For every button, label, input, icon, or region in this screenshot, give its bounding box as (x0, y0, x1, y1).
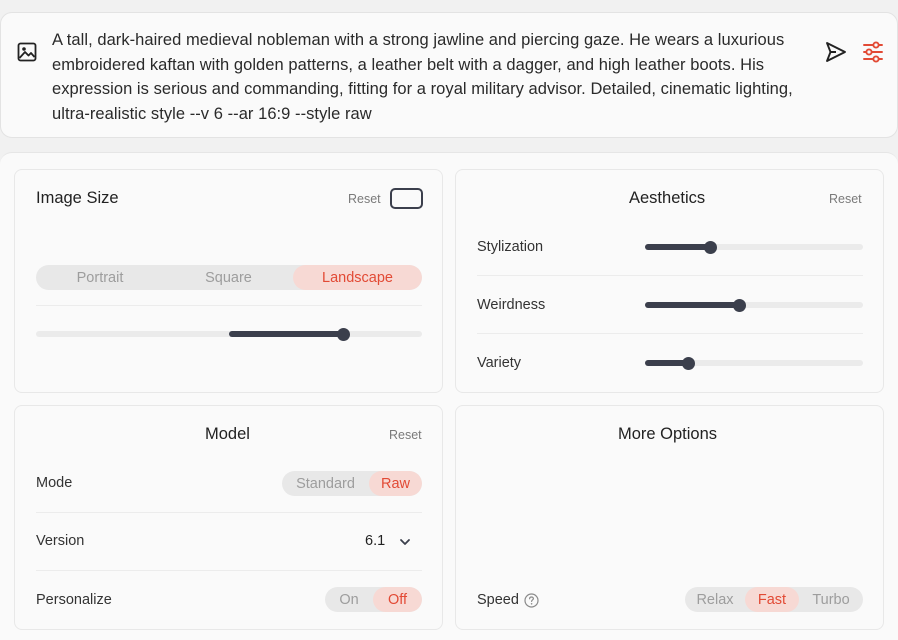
divider (477, 275, 863, 276)
personalize-label: Personalize (36, 592, 112, 608)
send-icon[interactable] (824, 40, 848, 64)
speed-fast[interactable]: Fast (745, 587, 799, 612)
speed-label: Speed (477, 592, 519, 608)
more-options-card (455, 405, 884, 630)
variety-label: Variety (477, 355, 522, 371)
weirdness-slider-fill (645, 302, 740, 308)
mode-standard[interactable]: Standard (296, 475, 355, 492)
image-size-title: Image Size (36, 189, 119, 207)
speed-turbo[interactable]: Turbo (812, 591, 850, 608)
version-select[interactable]: 6.1 (365, 533, 386, 549)
more-options-title: More Options (618, 425, 718, 443)
weirdness-slider-thumb[interactable] (733, 299, 746, 312)
divider (36, 512, 422, 513)
model-title: Model (205, 425, 250, 443)
divider (36, 570, 422, 571)
orientation-landscape[interactable]: Landscape (293, 265, 422, 290)
weirdness-label: Weirdness (477, 297, 546, 313)
image-size-reset-button[interactable]: Reset (348, 192, 381, 206)
image-size-card (14, 169, 443, 393)
version-label: Version (36, 533, 85, 549)
mode-label: Mode (36, 475, 73, 491)
mode-raw[interactable]: Raw (369, 471, 422, 496)
divider (36, 305, 422, 306)
aspect-ratio-slider-fill (229, 331, 343, 337)
model-reset-button[interactable]: Reset (389, 428, 422, 442)
personalize-off[interactable]: Off (373, 587, 422, 612)
prompt-bar (0, 12, 898, 138)
variety-slider-thumb[interactable] (682, 357, 695, 370)
divider (477, 333, 863, 334)
chevron-down-icon[interactable] (399, 536, 411, 548)
mode-selector (282, 471, 422, 496)
aspect-ratio-preview (390, 188, 423, 209)
image-icon[interactable] (17, 42, 37, 62)
help-icon[interactable] (524, 593, 539, 608)
orientation-square[interactable]: Square (205, 269, 252, 286)
aesthetics-card (455, 169, 884, 393)
orientation-selector (36, 265, 422, 290)
speed-relax[interactable]: Relax (696, 591, 734, 608)
aesthetics-title: Aesthetics (629, 189, 706, 207)
model-card (14, 405, 443, 630)
aesthetics-reset-button[interactable]: Reset (829, 192, 862, 206)
orientation-portrait[interactable]: Portrait (76, 269, 124, 286)
stylization-slider-fill (645, 244, 711, 250)
settings-sliders-icon[interactable] (862, 40, 884, 64)
stylization-slider-thumb[interactable] (704, 241, 717, 254)
personalize-on[interactable]: On (339, 591, 359, 608)
aspect-ratio-slider-thumb[interactable] (337, 328, 350, 341)
prompt-textarea[interactable]: A tall, dark-haired medieval nobleman with a strong jawline and piercing gaze. He wears a luxurious embroidered kaftan with golden patterns, a leather belt with a dagger, and high leather boots. His expression is serious and commanding, fitting for a royal military advisor. Detailed, cinematic lighting, ultra-realistic style --v 6 --ar 16:9 --style raw (52, 31, 793, 123)
speed-selector (685, 587, 863, 612)
personalize-selector (325, 587, 422, 612)
stylization-label: Stylization (477, 239, 544, 255)
